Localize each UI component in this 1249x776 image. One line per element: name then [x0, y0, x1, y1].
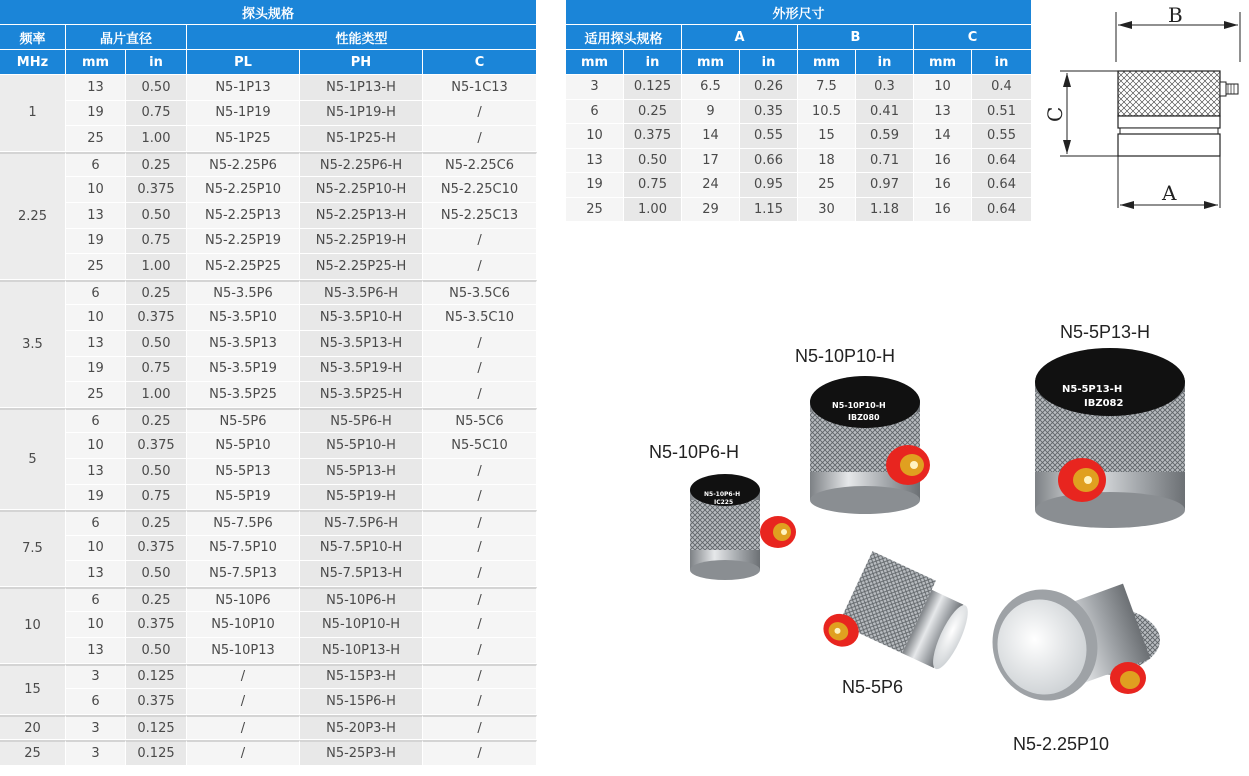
spec-cell-pl: /: [187, 689, 300, 715]
dims-cell: 10: [566, 124, 624, 149]
freq-header: 频率: [0, 25, 66, 50]
spec-cell-c: /: [423, 587, 537, 613]
mhz-unit-header: MHz: [0, 50, 66, 75]
spec-cell-mm: 3: [66, 715, 126, 741]
dims-cell: 0.64: [972, 173, 1032, 198]
dims-cell: 0.97: [856, 173, 914, 198]
dims-unit-header: in: [624, 50, 682, 75]
spec-cell-c: /: [423, 382, 537, 408]
spec-cell-pl: N5-5P10: [187, 433, 300, 459]
spec-cell-ph: N5-10P13-H: [300, 638, 423, 664]
spec-cell-ph: N5-2.25P19-H: [300, 229, 423, 255]
spec-table-row: [0, 152, 537, 178]
spec-cell-c: /: [423, 357, 537, 383]
spec-table-row: [0, 203, 537, 229]
freq-cell: 15: [0, 664, 66, 715]
spec-table-row: [0, 357, 537, 383]
spec-cell-in: 0.50: [126, 331, 187, 357]
spec-cell-in: 0.50: [126, 638, 187, 664]
diagram-label-a: A: [1162, 181, 1177, 205]
spec-cell-mm: 13: [66, 459, 126, 485]
spec-cell-c: /: [423, 664, 537, 690]
spec-cell-mm: 10: [66, 177, 126, 203]
spec-cell-pl: N5-5P13: [187, 459, 300, 485]
dims-table-row: [566, 75, 1032, 100]
photo-label-n5-2-25p10: N5-2.25P10: [1013, 734, 1110, 754]
spec-table-row: [0, 510, 537, 536]
spec-cell-in: 0.375: [126, 305, 187, 331]
spec-cell-ph: N5-10P6-H: [300, 587, 423, 613]
freq-cell: 10: [0, 587, 66, 664]
dim-c-header: C: [914, 25, 1032, 50]
spec-cell-mm: 6: [66, 587, 126, 613]
spec-cell-ph: N5-15P3-H: [300, 664, 423, 690]
spec-cell-c: /: [423, 101, 537, 127]
spec-cell-ph: N5-25P3-H: [300, 740, 423, 766]
spec-cell-mm: 10: [66, 612, 126, 638]
spec-cell-c: /: [423, 254, 537, 280]
dims-cell: 0.51: [972, 100, 1032, 125]
dims-cell: 0.35: [740, 100, 798, 125]
spec-cell-pl: N5-7.5P10: [187, 536, 300, 562]
freq-cell: 1: [0, 75, 66, 152]
dims-unit-header: in: [740, 50, 798, 75]
spec-cell-mm: 25: [66, 126, 126, 152]
dims-cell: 25: [798, 173, 856, 198]
spec-cell-in: 0.75: [126, 229, 187, 255]
spec-cell-c: /: [423, 638, 537, 664]
spec-cell-c: N5-1C13: [423, 75, 537, 101]
spec-cell-in: 0.25: [126, 280, 187, 306]
spec-cell-c: N5-2.25C10: [423, 177, 537, 203]
spec-cell-c: N5-3.5C6: [423, 280, 537, 306]
dims-cell: 10: [914, 75, 972, 100]
spec-cell-pl: N5-3.5P19: [187, 357, 300, 383]
dims-cell: 0.4: [972, 75, 1032, 100]
spec-cell-mm: 3: [66, 664, 126, 690]
spec-cell-in: 0.375: [126, 536, 187, 562]
dims-cell: 15: [798, 124, 856, 149]
spec-cell-c: N5-2.25C13: [423, 203, 537, 229]
spec-cell-ph: N5-2.25P13-H: [300, 203, 423, 229]
dims-cell: 30: [798, 198, 856, 223]
spec-cell-mm: 19: [66, 485, 126, 511]
dims-cell: 14: [682, 124, 740, 149]
dims-cell: 0.64: [972, 149, 1032, 174]
spec-cell-pl: /: [187, 664, 300, 690]
dims-cell: 0.71: [856, 149, 914, 174]
probe-n5-10p6-h: [690, 474, 796, 580]
spec-cell-mm: 6: [66, 152, 126, 178]
pl-header: PL: [187, 50, 300, 75]
spec-cell-c: /: [423, 612, 537, 638]
spec-cell-ph: N5-5P19-H: [300, 485, 423, 511]
spec-table-row: [0, 587, 537, 613]
spec-cell-ph: N5-2.25P6-H: [300, 152, 423, 178]
spec-cell-mm: 25: [66, 254, 126, 280]
freq-cell: 25: [0, 740, 66, 766]
dims-cell: 0.41: [856, 100, 914, 125]
spec-cell-ph: N5-7.5P6-H: [300, 510, 423, 536]
cap-1-line1: N5-10P6-H: [704, 491, 741, 498]
cap-2-line2: IBZ080: [848, 413, 880, 422]
cap-3-line1: N5-5P13-H: [1062, 384, 1123, 395]
spec-cell-pl: N5-2.25P13: [187, 203, 300, 229]
dims-cell: 0.26: [740, 75, 798, 100]
spec-cell-mm: 10: [66, 433, 126, 459]
dims-cell: 14: [914, 124, 972, 149]
diagram-label-b: B: [1168, 3, 1183, 27]
dims-cell: 24: [682, 173, 740, 198]
spec-cell-mm: 10: [66, 305, 126, 331]
spec-cell-ph: N5-15P6-H: [300, 689, 423, 715]
spec-cell-pl: N5-5P19: [187, 485, 300, 511]
spec-table-row: [0, 612, 537, 638]
spec-table-row: [0, 433, 537, 459]
dims-cell: 18: [798, 149, 856, 174]
spec-table-row: [0, 561, 537, 587]
spec-cell-in: 0.75: [126, 357, 187, 383]
spec-cell-pl: /: [187, 740, 300, 766]
cap-3-line2: IBZ082: [1084, 398, 1124, 409]
mm-unit-header: mm: [66, 50, 126, 75]
spec-cell-in: 0.375: [126, 433, 187, 459]
spec-cell-c: /: [423, 229, 537, 255]
spec-cell-ph: N5-3.5P6-H: [300, 280, 423, 306]
spec-cell-pl: N5-3.5P25: [187, 382, 300, 408]
dim-b-header: B: [798, 25, 914, 50]
dims-cell: 0.75: [624, 173, 682, 198]
dimensions-table: [566, 0, 1032, 222]
spec-table-row: [0, 715, 537, 741]
photo-label-n5-10p10-h: N5-10P10-H: [795, 346, 896, 366]
spec-table-row: [0, 229, 537, 255]
spec-cell-mm: 3: [66, 740, 126, 766]
dims-cell: 29: [682, 198, 740, 223]
spec-cell-mm: 13: [66, 203, 126, 229]
spec-cell-pl: N5-10P6: [187, 587, 300, 613]
ph-header: PH: [300, 50, 423, 75]
spec-cell-c: N5-5C10: [423, 433, 537, 459]
spec-cell-in: 0.25: [126, 587, 187, 613]
spec-cell-c: /: [423, 459, 537, 485]
spec-table-row: [0, 382, 537, 408]
dims-cell: 1.00: [624, 198, 682, 223]
spec-table-row: [0, 408, 537, 434]
diameter-header: 晶片直径: [66, 25, 187, 50]
dims-cell: 3: [566, 75, 624, 100]
spec-cell-mm: 13: [66, 561, 126, 587]
spec-cell-ph: N5-2.25P10-H: [300, 177, 423, 203]
spec-cell-mm: 19: [66, 357, 126, 383]
spec-cell-in: 0.25: [126, 408, 187, 434]
spec-cell-ph: N5-5P6-H: [300, 408, 423, 434]
spec-cell-mm: 6: [66, 280, 126, 306]
freq-cell: 2.25: [0, 152, 66, 280]
spec-cell-in: 1.00: [126, 254, 187, 280]
spec-cell-pl: N5-2.25P6: [187, 152, 300, 178]
spec-cell-mm: 13: [66, 638, 126, 664]
spec-table-row: [0, 254, 537, 280]
spec-cell-c: /: [423, 331, 537, 357]
dims-cell: 0.55: [972, 124, 1032, 149]
spec-table-row: [0, 664, 537, 690]
spec-cell-c: /: [423, 740, 537, 766]
dims-unit-header: mm: [682, 50, 740, 75]
spec-cell-ph: N5-3.5P19-H: [300, 357, 423, 383]
spec-cell-mm: 19: [66, 229, 126, 255]
spec-cell-ph: N5-7.5P13-H: [300, 561, 423, 587]
spec-table-row: [0, 740, 537, 766]
spec-cell-in: 0.125: [126, 740, 187, 766]
spec-cell-pl: N5-2.25P25: [187, 254, 300, 280]
dims-unit-header: in: [972, 50, 1032, 75]
spec-cell-c: /: [423, 536, 537, 562]
spec-table-row: [0, 101, 537, 127]
spec-cell-ph: N5-5P13-H: [300, 459, 423, 485]
spec-cell-c: /: [423, 689, 537, 715]
spec-cell-c: /: [423, 510, 537, 536]
dims-cell: 0.59: [856, 124, 914, 149]
dims-table-title: 外形尺寸: [566, 0, 1032, 25]
spec-cell-ph: N5-5P10-H: [300, 433, 423, 459]
spec-cell-in: 0.375: [126, 177, 187, 203]
spec-cell-pl: N5-3.5P6: [187, 280, 300, 306]
dims-table-row: [566, 149, 1032, 174]
spec-cell-ph: N5-7.5P10-H: [300, 536, 423, 562]
spec-cell-c: /: [423, 485, 537, 511]
spec-cell-ph: N5-10P10-H: [300, 612, 423, 638]
spec-cell-c: N5-3.5C10: [423, 305, 537, 331]
dims-unit-header: mm: [914, 50, 972, 75]
dims-cell: 0.55: [740, 124, 798, 149]
spec-cell-mm: 6: [66, 510, 126, 536]
spec-cell-mm: 6: [66, 408, 126, 434]
spec-cell-pl: N5-3.5P10: [187, 305, 300, 331]
spec-cell-pl: N5-1P19: [187, 101, 300, 127]
c-header: C: [423, 50, 537, 75]
spec-cell-in: 1.00: [126, 126, 187, 152]
spec-table-title: 探头规格: [0, 0, 537, 25]
spec-cell-in: 0.50: [126, 459, 187, 485]
spec-cell-c: /: [423, 715, 537, 741]
spec-cell-mm: 19: [66, 101, 126, 127]
spec-cell-in: 0.125: [126, 715, 187, 741]
dims-cell: 7.5: [798, 75, 856, 100]
spec-cell-c: N5-2.25C6: [423, 152, 537, 178]
spec-cell-mm: 10: [66, 536, 126, 562]
spec-cell-mm: 6: [66, 689, 126, 715]
spec-cell-ph: N5-2.25P25-H: [300, 254, 423, 280]
spec-cell-in: 0.50: [126, 561, 187, 587]
spec-table-row: [0, 75, 537, 101]
spec-cell-c: N5-5C6: [423, 408, 537, 434]
photo-label-n5-5p13-h: N5-5P13-H: [1060, 322, 1151, 342]
probe-spec-table: [0, 0, 537, 766]
spec-cell-in: 0.25: [126, 152, 187, 178]
dims-table-row: [566, 100, 1032, 125]
dims-cell: 9: [682, 100, 740, 125]
spec-cell-c: /: [423, 561, 537, 587]
spec-cell-in: 0.375: [126, 689, 187, 715]
dims-cell: 17: [682, 149, 740, 174]
in-unit-header: in: [126, 50, 187, 75]
spec-table-row: [0, 177, 537, 203]
photo-label-n5-10p6-h: N5-10P6-H: [649, 442, 740, 462]
dims-cell: 1.18: [856, 198, 914, 223]
spec-table-row: [0, 485, 537, 511]
spec-cell-pl: N5-2.25P10: [187, 177, 300, 203]
spec-cell-mm: 13: [66, 331, 126, 357]
dims-unit-header: mm: [566, 50, 624, 75]
cap-1-line2: IC225: [714, 499, 734, 506]
dims-cell: 0.50: [624, 149, 682, 174]
spec-cell-pl: N5-3.5P13: [187, 331, 300, 357]
freq-cell: 5: [0, 408, 66, 510]
spec-cell-ph: N5-1P19-H: [300, 101, 423, 127]
spec-table-row: [0, 280, 537, 306]
dims-cell: 0.375: [624, 124, 682, 149]
cap-2-line1: N5-10P10-H: [832, 401, 886, 410]
spec-cell-ph: N5-3.5P13-H: [300, 331, 423, 357]
dims-cell: 0.25: [624, 100, 682, 125]
dims-cell: 16: [914, 173, 972, 198]
dim-a-header: A: [682, 25, 798, 50]
probe-n5-5p6: [818, 546, 979, 692]
diagram-label-c: C: [1043, 106, 1067, 122]
probe-n5-5p13-h: [1035, 348, 1185, 528]
spec-cell-mm: 25: [66, 382, 126, 408]
probe-n5-2-25p10: [977, 575, 1160, 716]
probe-n5-10p10-h: [810, 376, 930, 514]
dims-cell: 19: [566, 173, 624, 198]
freq-cell: 7.5: [0, 510, 66, 587]
spec-cell-in: 0.375: [126, 612, 187, 638]
spec-cell-ph: N5-20P3-H: [300, 715, 423, 741]
spec-table-row: [0, 689, 537, 715]
dims-cell: 1.15: [740, 198, 798, 223]
dimension-diagram: [1040, 0, 1249, 216]
spec-cell-in: 1.00: [126, 382, 187, 408]
dims-cell: 0.66: [740, 149, 798, 174]
spec-table-row: [0, 459, 537, 485]
spec-cell-pl: /: [187, 715, 300, 741]
dims-table-row: [566, 124, 1032, 149]
dims-cell: 25: [566, 198, 624, 223]
spec-table-row: [0, 638, 537, 664]
freq-cell: 3.5: [0, 280, 66, 408]
photo-label-n5-5p6: N5-5P6: [842, 677, 904, 697]
spec-cell-c: /: [423, 126, 537, 152]
spec-cell-in: 0.75: [126, 101, 187, 127]
dims-cell: 0.64: [972, 198, 1032, 223]
type-header: 性能类型: [187, 25, 537, 50]
dims-cell: 13: [914, 100, 972, 125]
spec-table-row: [0, 536, 537, 562]
spec-table-row: [0, 331, 537, 357]
spec-cell-pl: N5-7.5P13: [187, 561, 300, 587]
spec-cell-ph: N5-1P13-H: [300, 75, 423, 101]
dims-unit-header: mm: [798, 50, 856, 75]
spec-table-row: [0, 126, 537, 152]
spec-cell-in: 0.125: [126, 664, 187, 690]
spec-cell-pl: N5-7.5P6: [187, 510, 300, 536]
spec-cell-in: 0.50: [126, 203, 187, 229]
dims-cell: 13: [566, 149, 624, 174]
dims-cell: 6: [566, 100, 624, 125]
probe-spec-header: 适用探头规格: [566, 25, 682, 50]
dims-cell: 0.3: [856, 75, 914, 100]
dims-cell: 10.5: [798, 100, 856, 125]
spec-cell-pl: N5-10P13: [187, 638, 300, 664]
spec-cell-ph: N5-3.5P10-H: [300, 305, 423, 331]
dims-table-row: [566, 198, 1032, 223]
dims-cell: 16: [914, 198, 972, 223]
spec-cell-mm: 13: [66, 75, 126, 101]
spec-cell-pl: N5-10P10: [187, 612, 300, 638]
dims-table-row: [566, 173, 1032, 198]
dims-unit-header: in: [856, 50, 914, 75]
spec-cell-in: 0.25: [126, 510, 187, 536]
dims-cell: 0.95: [740, 173, 798, 198]
spec-cell-ph: N5-3.5P25-H: [300, 382, 423, 408]
spec-cell-in: 0.75: [126, 485, 187, 511]
spec-cell-in: 0.50: [126, 75, 187, 101]
dims-cell: 6.5: [682, 75, 740, 100]
freq-cell: 20: [0, 715, 66, 741]
spec-table-row: [0, 305, 537, 331]
dims-cell: 0.125: [624, 75, 682, 100]
spec-cell-ph: N5-1P25-H: [300, 126, 423, 152]
spec-cell-pl: N5-5P6: [187, 408, 300, 434]
spec-cell-pl: N5-2.25P19: [187, 229, 300, 255]
product-photo: [600, 300, 1249, 776]
spec-cell-pl: N5-1P13: [187, 75, 300, 101]
spec-cell-pl: N5-1P25: [187, 126, 300, 152]
dims-cell: 16: [914, 149, 972, 174]
